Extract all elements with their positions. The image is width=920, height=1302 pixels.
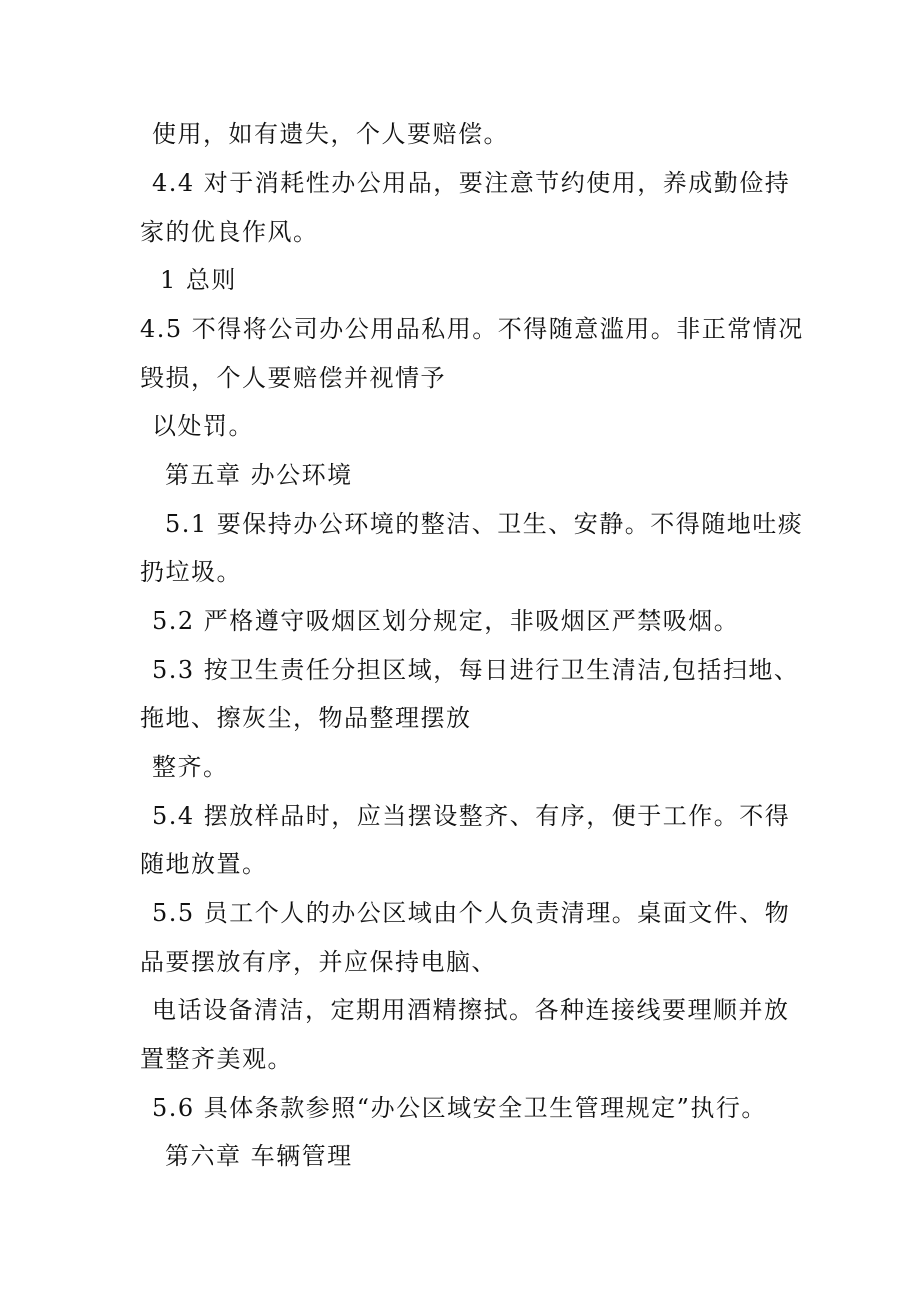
text-line: 整齐。	[152, 753, 229, 781]
section-heading: 1 总则	[160, 266, 237, 294]
text-line: 置整齐美观。	[140, 1045, 293, 1073]
chapter-heading: 第五章 办公环境	[165, 461, 353, 489]
text-line: 拖地、擦灰尘，物品整理摆放	[140, 704, 472, 732]
text-line: 5.3 按卫生责任分担区域，每日进行卫生清洁,包括扫地、	[152, 656, 800, 684]
text-line: 5.1 要保持办公环境的整洁、卫生、安静。不得随地吐痰	[165, 510, 804, 538]
text-line: 4.5 不得将公司办公用品私用。不得随意滥用。非正常情况	[140, 315, 804, 343]
text-line: 电话设备清洁，定期用酒精擦拭。各种连接线要理顺并放	[152, 996, 790, 1024]
text-line: 5.6 具体条款参照“办公区域安全卫生管理规定”执行。	[152, 1094, 767, 1122]
chapter-heading: 第六章 车辆管理	[165, 1142, 353, 1170]
text-line: 5.5 员工个人的办公区域由个人负责清理。桌面文件、物	[152, 899, 791, 927]
text-line: 随地放置。	[140, 850, 268, 878]
text-line: 5.2 严格遵守吸烟区划分规定，非吸烟区严禁吸烟。	[152, 607, 740, 635]
text-line: 5.4 摆放样品时，应当摆设整齐、有序，便于工作。不得	[152, 802, 791, 830]
text-line: 毁损，个人要赔偿并视情予	[140, 364, 446, 392]
text-line: 使用，如有遗失，个人要赔偿。	[152, 120, 509, 148]
text-line: 以处罚。	[152, 412, 254, 440]
text-line: 4.4 对于消耗性办公用品，要注意节约使用，养成勤俭持	[152, 169, 791, 197]
text-line: 家的优良作风。	[140, 218, 319, 246]
text-line: 品要摆放有序，并应保持电脑、	[140, 948, 497, 976]
text-line: 扔垃圾。	[140, 558, 242, 586]
